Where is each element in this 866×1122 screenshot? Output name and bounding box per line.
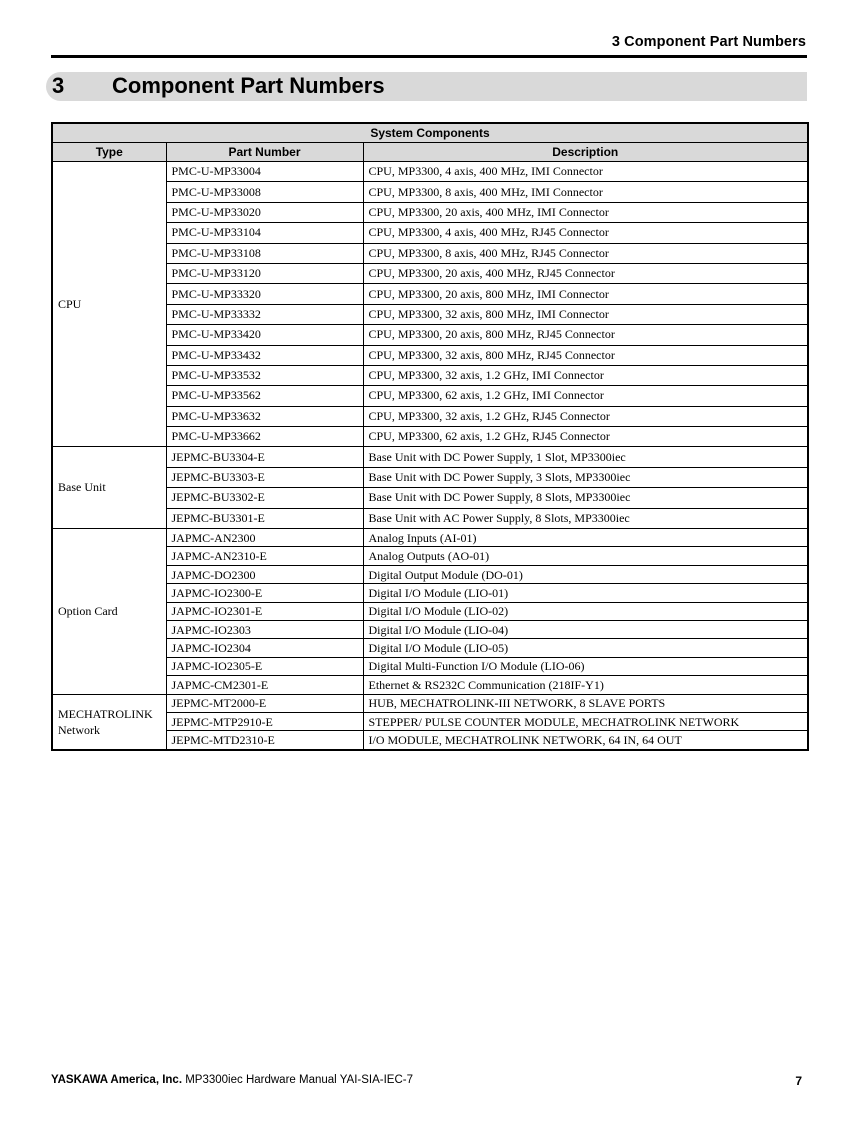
table-row	[52, 547, 808, 565]
part-number-cell: JEPMC-BU3302-E	[166, 488, 363, 508]
table-row	[52, 243, 808, 263]
description-cell: CPU, MP3300, 62 axis, 1.2 GHz, IMI Connector	[363, 386, 808, 406]
type-cell: CPU	[52, 162, 166, 447]
description-cell: CPU, MP3300, 32 axis, 1.2 GHz, RJ45 Connector	[363, 406, 808, 426]
part-number-cell: PMC-U-MP33008	[166, 182, 363, 202]
description-cell: Analog Inputs (AI-01)	[363, 529, 808, 547]
running-header-title: 3 Component Part Numbers	[611, 34, 806, 50]
type-cell: Base Unit	[52, 447, 166, 529]
description-cell: CPU, MP3300, 20 axis, 800 MHz, RJ45 Connector	[363, 325, 808, 345]
table-row	[52, 386, 808, 406]
description-cell: Base Unit with AC Power Supply, 8 Slots, MP3300iec	[363, 508, 808, 528]
table-row	[52, 508, 808, 528]
part-number-cell: PMC-U-MP33332	[166, 304, 363, 324]
part-number-cell: JAPMC-CM2301-E	[166, 676, 363, 694]
table-row	[52, 223, 808, 243]
description-cell: Digital I/O Module (LIO-05)	[363, 639, 808, 657]
table-row	[52, 427, 808, 447]
system-components-table	[51, 122, 809, 751]
type-cell: MECHATROLINK Network	[52, 694, 166, 750]
description-cell: CPU, MP3300, 20 axis, 400 MHz, IMI Connector	[363, 202, 808, 222]
part-number-cell: JEPMC-BU3303-E	[166, 467, 363, 487]
chapter-number: 3	[52, 73, 65, 98]
part-number-cell: JAPMC-DO2300	[166, 565, 363, 583]
table-row	[52, 162, 808, 182]
table-row	[52, 447, 808, 467]
table-row	[52, 584, 808, 602]
description-cell: Digital I/O Module (LIO-02)	[363, 602, 808, 620]
description-cell: STEPPER/ PULSE COUNTER MODULE, MECHATROLINK NETWORK	[363, 712, 808, 730]
description-cell: Digital I/O Module (LIO-04)	[363, 620, 808, 638]
table-row	[52, 182, 808, 202]
description-cell: I/O MODULE, MECHATROLINK NETWORK, 64 IN, 64 OUT	[363, 731, 808, 750]
description-cell: HUB, MECHATROLINK-III NETWORK, 8 SLAVE PORTS	[363, 694, 808, 712]
part-number-cell: PMC-U-MP33320	[166, 284, 363, 304]
part-number-cell: PMC-U-MP33020	[166, 202, 363, 222]
description-cell: CPU, MP3300, 32 axis, 1.2 GHz, IMI Connector	[363, 365, 808, 385]
table-row	[52, 565, 808, 583]
description-cell: Ethernet & RS232C Communication (218IF-Y1)	[363, 676, 808, 694]
part-number-cell: PMC-U-MP33532	[166, 365, 363, 385]
table-row	[52, 639, 808, 657]
footer-document-title: MP3300iec Hardware Manual YAI-SIA-IEC-7	[182, 1074, 413, 1086]
part-number-cell: PMC-U-MP33432	[166, 345, 363, 365]
description-cell: CPU, MP3300, 4 axis, 400 MHz, IMI Connector	[363, 162, 808, 182]
table-row	[52, 202, 808, 222]
part-number-cell: PMC-U-MP33562	[166, 386, 363, 406]
page-number: 7	[795, 1074, 802, 1088]
table-row	[52, 712, 808, 730]
table-row	[52, 263, 808, 283]
part-number-cell: PMC-U-MP33420	[166, 325, 363, 345]
description-cell: CPU, MP3300, 62 axis, 1.2 GHz, RJ45 Connector	[363, 427, 808, 447]
table-body	[52, 162, 808, 750]
table-row	[52, 406, 808, 426]
description-cell: CPU, MP3300, 32 axis, 800 MHz, RJ45 Connector	[363, 345, 808, 365]
part-number-cell: JEPMC-MT2000-E	[166, 694, 363, 712]
part-number-cell: JEPMC-BU3301-E	[166, 508, 363, 528]
part-number-cell: PMC-U-MP33108	[166, 243, 363, 263]
table-row	[52, 345, 808, 365]
description-cell: Base Unit with DC Power Supply, 3 Slots, MP3300iec	[363, 467, 808, 487]
table-row	[52, 325, 808, 345]
footer-company: YASKAWA America, Inc.	[51, 1074, 183, 1086]
table-row	[52, 488, 808, 508]
description-cell: CPU, MP3300, 20 axis, 800 MHz, IMI Connector	[363, 284, 808, 304]
type-cell: Option Card	[52, 529, 166, 695]
description-cell: Base Unit with DC Power Supply, 8 Slots, MP3300iec	[363, 488, 808, 508]
part-number-cell: PMC-U-MP33104	[166, 223, 363, 243]
table-row	[52, 602, 808, 620]
column-header-description: Description	[363, 143, 808, 162]
column-header-type: Type	[52, 143, 166, 162]
part-number-cell: PMC-U-MP33004	[166, 162, 363, 182]
part-number-cell: JAPMC-IO2304	[166, 639, 363, 657]
part-number-cell: JAPMC-AN2310-E	[166, 547, 363, 565]
description-cell: CPU, MP3300, 32 axis, 800 MHz, IMI Connector	[363, 304, 808, 324]
part-number-cell: PMC-U-MP33662	[166, 427, 363, 447]
description-cell: Analog Outputs (AO-01)	[363, 547, 808, 565]
table-row	[52, 731, 808, 750]
description-cell: CPU, MP3300, 4 axis, 400 MHz, RJ45 Connector	[363, 223, 808, 243]
header-rule	[51, 55, 807, 58]
description-cell: Digital Output Module (DO-01)	[363, 565, 808, 583]
table-row	[52, 467, 808, 487]
part-number-cell: JAPMC-AN2300	[166, 529, 363, 547]
part-number-cell: JAPMC-IO2303	[166, 620, 363, 638]
description-cell: CPU, MP3300, 8 axis, 400 MHz, RJ45 Connector	[363, 243, 808, 263]
part-number-cell: PMC-U-MP33632	[166, 406, 363, 426]
part-number-cell: JAPMC-IO2305-E	[166, 657, 363, 675]
table-row	[52, 365, 808, 385]
table-row	[52, 529, 808, 547]
part-number-cell: JAPMC-IO2300-E	[166, 584, 363, 602]
description-cell: Base Unit with DC Power Supply, 1 Slot, MP3300iec	[363, 447, 808, 467]
description-cell: Digital Multi-Function I/O Module (LIO-06)	[363, 657, 808, 675]
chapter-title: Component Part Numbers	[112, 73, 385, 98]
table-row	[52, 657, 808, 675]
part-number-cell: PMC-U-MP33120	[166, 263, 363, 283]
table-row	[52, 620, 808, 638]
part-number-cell: JEPMC-BU3304-E	[166, 447, 363, 467]
table-row	[52, 676, 808, 694]
description-cell: CPU, MP3300, 8 axis, 400 MHz, IMI Connector	[363, 182, 808, 202]
column-header-part-number: Part Number	[166, 143, 363, 162]
part-number-cell: JEPMC-MTP2910-E	[166, 712, 363, 730]
table-row	[52, 304, 808, 324]
table-row	[52, 694, 808, 712]
footer-document-info	[51, 1074, 413, 1086]
part-number-cell: JEPMC-MTD2310-E	[166, 731, 363, 750]
table-row	[52, 284, 808, 304]
table-caption: System Components	[52, 123, 808, 143]
description-cell: CPU, MP3300, 20 axis, 400 MHz, RJ45 Connector	[363, 263, 808, 283]
part-number-cell: JAPMC-IO2301-E	[166, 602, 363, 620]
description-cell: Digital I/O Module (LIO-01)	[363, 584, 808, 602]
